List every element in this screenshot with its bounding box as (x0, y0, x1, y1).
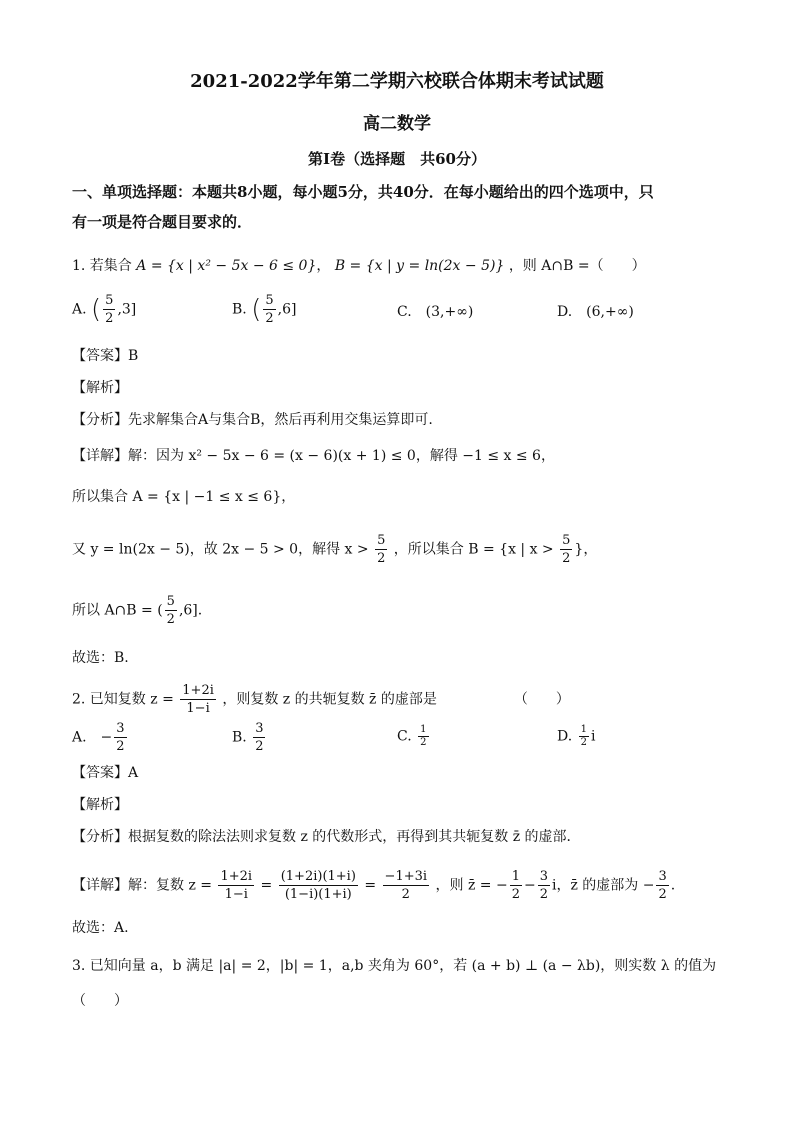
frac-num: (1+2i)(1+i) (280, 869, 356, 884)
q1-answer: 【答案】B (72, 348, 139, 364)
q2-detail-frac3 (383, 868, 430, 903)
q1-option-b (232, 292, 296, 327)
q2-fenxi: 【分析】根据复数的除法法则求复数 z 的代数形式，再得到其共轭复数 z̄ 的虚部． (72, 829, 581, 845)
q1-line4-suffix: ,6]. (178, 602, 203, 619)
q1-stem-suffix: ，则 A∩B =（ ） (508, 258, 646, 274)
frac-den: 2 (166, 612, 175, 627)
q1-option-d: D. (6,+∞) (557, 304, 634, 320)
q2-stem (72, 682, 570, 717)
q2-detail-minus: − (523, 877, 536, 894)
q2-detail-end: . (670, 877, 676, 894)
q2-detail-frac2 (279, 868, 358, 903)
frac-num: 1+2i (220, 869, 253, 884)
q2-detail-i: i，z̄ 的虚部为 − (551, 877, 655, 894)
q1-line4-prefix: 所以 A∩B = ( (72, 602, 163, 619)
q1-stem-prefix: 1. 若集合 (72, 258, 132, 274)
q1-fenxi: 【分析】先求解集合A与集合B，然后再利用交集运算即可. (72, 412, 433, 428)
frac-num: 5 (166, 594, 175, 609)
q2-detail-frac4 (510, 868, 522, 903)
volume-heading: 第I卷（选择题 共60分） (308, 150, 486, 168)
frac-den: 2 (377, 551, 386, 566)
q2-analysis: 【解析】 (72, 797, 128, 813)
q2-option-a-label: A. − (72, 729, 113, 746)
q1-option-a-frac (103, 292, 115, 327)
q1-option-c: C. (3,+∞) (397, 304, 474, 320)
frac-num: 5 (562, 533, 571, 548)
q1-detail: 【详解】解：因为 x² − 5x − 6 = (x − 6)(x + 1) ≤ 0，解得 −1 ≤ x ≤ 6， (72, 448, 555, 464)
q1-set-a: A = {x | x² − 5x − 6 ≤ 0} (136, 258, 317, 274)
section-heading-line2: 有一项是符合题目要求的． (72, 213, 253, 231)
q2-option-c-frac (418, 724, 428, 749)
q2-option-d-suffix: i (591, 728, 596, 745)
frac-den: 2 (401, 887, 410, 902)
frac-den: 1−i (224, 887, 248, 902)
q2-option-c-label: C. (397, 728, 412, 745)
frac-den: 2 (580, 737, 588, 748)
q1-line3-frac2 (560, 532, 572, 567)
q1-option-a-label: A. (72, 301, 87, 318)
q2-stem-suffix: ，则复数 z 的共轭复数 z̄ 的虚部是 （ ） (222, 691, 570, 708)
frac-num: 5 (377, 533, 386, 548)
q1-option-b-label: B. (232, 301, 247, 318)
q1-option-a-right: ,3] (117, 301, 137, 318)
q2-detail-eq1: = (260, 877, 273, 894)
q2-detail-frac1 (218, 868, 254, 903)
q1-option-a-left: ( (91, 294, 102, 325)
frac-num: 1+2i (182, 683, 214, 698)
q1-line4 (72, 593, 202, 628)
q2-stem-frac (180, 682, 216, 717)
frac-num: −1+3i (384, 869, 428, 884)
q2-option-a-frac (114, 720, 126, 755)
q1-line3-mid: ，所以集合 B = {x | x > (393, 541, 554, 558)
frac-num: 5 (265, 293, 274, 308)
frac-num: 3 (255, 721, 264, 736)
exam-title: 2021-2022学年第二学期六校联合体期末考试试题 (190, 71, 604, 92)
frac-den: 2 (116, 739, 125, 754)
frac-den: (1−i)(1+i) (284, 887, 352, 902)
q1-option-b-left: ( (251, 294, 262, 325)
q2-option-b (232, 720, 267, 755)
q1-line4-frac (165, 593, 177, 628)
q1-line3-suffix: }， (574, 541, 598, 558)
frac-num: 1 (511, 869, 520, 884)
frac-num: 3 (658, 869, 667, 884)
q1-choose: 故选：B. (72, 650, 129, 666)
frac-den: 1−i (186, 701, 210, 716)
frac-num: 3 (116, 721, 125, 736)
q1-line3 (72, 532, 597, 567)
frac-num: 1 (420, 724, 427, 735)
q2-stem-prefix: 2. 已知复数 z = (72, 691, 174, 708)
q1-option-a (72, 292, 136, 327)
q2-detail (72, 868, 675, 903)
q2-detail-frac5 (538, 868, 550, 903)
q3-stem: 3. 已知向量 a，b 满足 |a| = 2，|b| = 1，a,b 夹角为 60°，若 (a + b) ⊥ (a − λb)，则实数 λ 的值为 (72, 958, 717, 974)
frac-den: 2 (658, 887, 667, 902)
frac-num: 3 (539, 869, 548, 884)
q2-answer: 【答案】A (72, 765, 139, 781)
q1-set-b: B = {x | y = ln(2x − 5)} (334, 258, 505, 274)
q3-paren: （ ） (72, 993, 128, 1009)
frac-den: 2 (562, 551, 571, 566)
q1-option-b-frac (263, 292, 275, 327)
frac-den: 2 (255, 739, 264, 754)
frac-num: 5 (105, 293, 114, 308)
q2-option-a (72, 720, 129, 755)
frac-den: 2 (511, 887, 520, 902)
q1-line2: 所以集合 A = {x | −1 ≤ x ≤ 6}， (72, 489, 296, 505)
q2-option-b-frac (253, 720, 265, 755)
q2-option-b-label: B. (232, 729, 247, 746)
q1-sep: ， (316, 258, 331, 274)
q2-detail-eq2: = (364, 877, 377, 894)
q2-option-c (397, 724, 431, 749)
section-heading-line1: 一、单项选择题：本题共8小题，每小题5分，共40分．在每小题给出的四个选项中，只 (72, 183, 654, 201)
q2-detail-prefix: 【详解】解：复数 z = (72, 877, 213, 894)
q1-analysis: 【解析】 (72, 380, 128, 396)
q2-option-d-frac (579, 724, 589, 749)
q2-option-d-label: D. (557, 728, 573, 745)
q1-line3-frac (375, 532, 387, 567)
q2-option-d (557, 724, 596, 749)
frac-num: 1 (580, 724, 588, 735)
q1-stem (72, 256, 646, 276)
frac-den: 2 (539, 887, 548, 902)
exam-subtitle: 高二数学 (363, 114, 431, 134)
q2-detail-mid: ，则 z̄ = − (435, 877, 508, 894)
q1-option-b-right: ,6] (277, 301, 297, 318)
q1-line3-prefix: 又 y = ln(2x − 5)，故 2x − 5 > 0，解得 x > (72, 541, 369, 558)
frac-den: 2 (105, 311, 114, 326)
frac-den: 2 (420, 737, 427, 748)
q2-choose: 故选：A. (72, 920, 129, 936)
frac-den: 2 (265, 311, 274, 326)
q2-detail-frac6 (656, 868, 668, 903)
